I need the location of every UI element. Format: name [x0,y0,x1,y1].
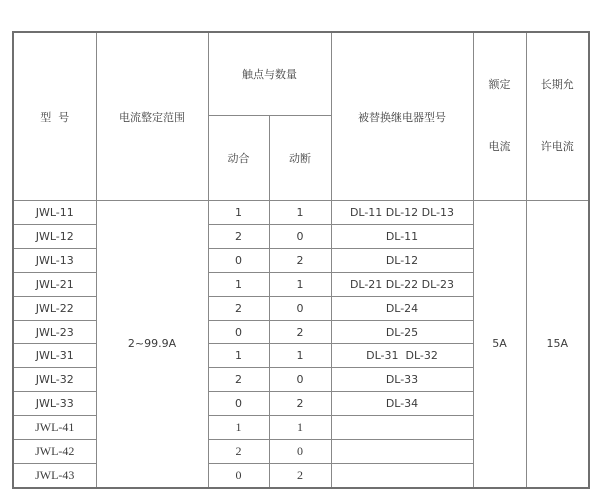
contacts-no-cell: 1 [208,201,269,225]
contacts-no-cell: 1 [208,344,269,368]
contacts-nc-cell: 1 [269,344,331,368]
replaced-models-cell: DL-11 DL-12 DL-13 [331,201,473,225]
contacts-no-cell: 1 [208,272,269,296]
contacts-no-cell: 0 [208,248,269,272]
contacts-no-cell: 0 [208,320,269,344]
contacts-no-cell: 0 [208,463,269,487]
header-replaced-models: 被替换继电器型号 [331,32,473,201]
contacts-nc-cell: 2 [269,392,331,416]
header-rated-current [473,32,526,201]
model-cell: JWL-12 [13,225,96,249]
header-model: 型 号 [13,32,96,201]
replaced-models-cell [331,463,473,487]
contacts-no-cell: 2 [208,225,269,249]
replaced-models-cell: DL-34 [331,392,473,416]
header-rated-current-line1: 额定 [488,77,511,91]
spec-table-container [12,31,590,489]
replaced-models-cell: DL-24 [331,296,473,320]
model-cell: JWL-42 [13,440,96,464]
model-cell: JWL-31 [13,344,96,368]
header-row-main [13,32,589,116]
model-cell: JWL-41 [13,416,96,440]
replaced-models-cell: DL-33 [331,368,473,392]
contacts-no-cell: 2 [208,368,269,392]
replaced-models-cell: DL-11 [331,225,473,249]
header-contacts-group: 触点与数量 [208,32,331,116]
header-contacts-nc: 动断 [269,116,331,201]
model-cell: JWL-32 [13,368,96,392]
contacts-nc-cell: 0 [269,440,331,464]
contacts-no-cell: 2 [208,296,269,320]
header-current-range: 电流整定范围 [96,32,208,201]
contacts-nc-cell: 0 [269,368,331,392]
contacts-nc-cell: 0 [269,225,331,249]
header-allowed-current [526,32,589,201]
replaced-models-cell: DL-21 DL-22 DL-23 [331,272,473,296]
relay-spec-table [12,31,590,489]
table-body [13,201,589,488]
contacts-nc-cell: 1 [269,201,331,225]
table-row [13,201,589,225]
contacts-nc-cell: 2 [269,320,331,344]
header-rated-current-line2: 电流 [488,140,511,154]
model-cell: JWL-13 [13,248,96,272]
contacts-nc-cell: 2 [269,463,331,487]
replaced-models-cell: DL-12 [331,248,473,272]
contacts-no-cell: 0 [208,392,269,416]
contacts-no-cell: 1 [208,416,269,440]
replaced-models-cell: DL-25 [331,320,473,344]
header-allowed-current-line2: 许电流 [540,140,574,154]
model-cell: JWL-23 [13,320,96,344]
model-cell: JWL-11 [13,201,96,225]
current-range-cell: 2~99.9A [96,201,208,488]
contacts-nc-cell: 2 [269,248,331,272]
table-header [13,32,589,201]
model-cell: JWL-43 [13,463,96,487]
rated-current-cell: 5A [473,201,526,488]
contacts-nc-cell: 0 [269,296,331,320]
header-contacts-no: 动合 [208,116,269,201]
header-allowed-current-line1: 长期允 [540,77,574,91]
contacts-no-cell: 2 [208,440,269,464]
contacts-nc-cell: 1 [269,272,331,296]
replaced-models-cell [331,440,473,464]
model-cell: JWL-21 [13,272,96,296]
replaced-models-cell [331,416,473,440]
contacts-nc-cell: 1 [269,416,331,440]
allowed-current-cell: 15A [526,201,589,488]
model-cell: JWL-33 [13,392,96,416]
model-cell: JWL-22 [13,296,96,320]
replaced-models-cell: DL-31 DL-32 [331,344,473,368]
